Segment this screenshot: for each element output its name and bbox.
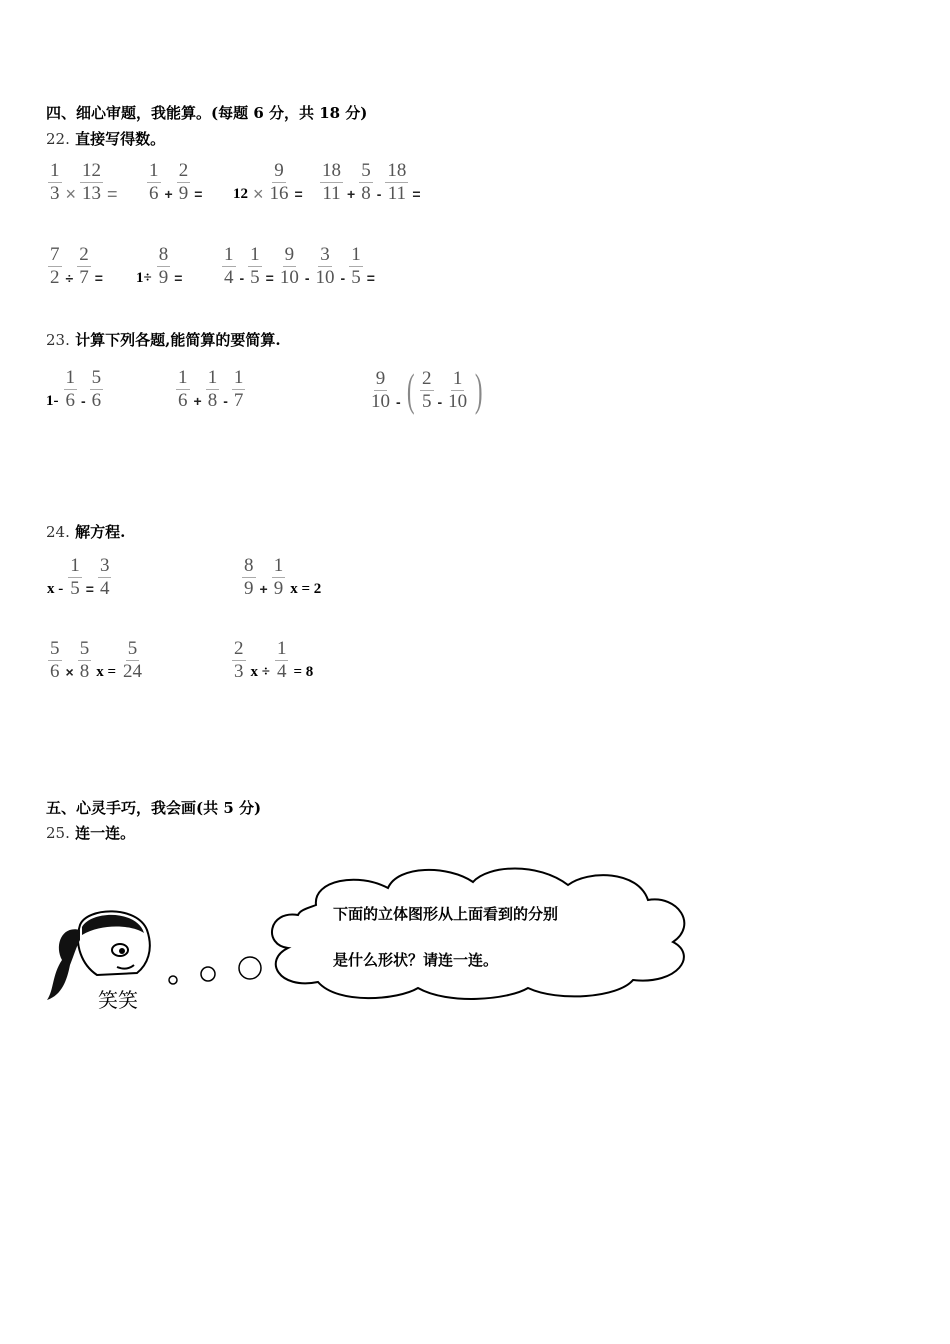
- numerator: 3: [99, 555, 110, 576]
- expression: [174, 367, 247, 412]
- denominator: 8: [79, 661, 90, 682]
- operator: +: [193, 393, 202, 409]
- denominator: 24: [123, 661, 142, 682]
- expression: [46, 244, 105, 289]
- expression: [43, 367, 105, 412]
- denominator: 4: [224, 267, 234, 288]
- term: x =: [96, 664, 116, 680]
- operator: ×: [65, 184, 77, 204]
- numerator: 18: [322, 160, 341, 181]
- fraction: [206, 367, 220, 412]
- fraction: [64, 367, 78, 412]
- numerator: 1: [178, 367, 188, 388]
- numerator: 5: [91, 367, 102, 388]
- operator: =: [294, 186, 303, 202]
- question-23-heading: [46, 329, 281, 350]
- denominator: 6: [178, 390, 188, 411]
- bubble-text-line-2: 是什么形状？请连一连。: [333, 951, 499, 969]
- denominator: 13: [82, 183, 102, 204]
- numerator: 18: [387, 160, 407, 181]
- fraction: [359, 160, 373, 205]
- fraction: [222, 244, 236, 289]
- question-text: 直接写得数。: [75, 130, 166, 148]
- fraction: [314, 244, 337, 289]
- term: 1÷: [136, 270, 152, 286]
- question-22-heading: [46, 128, 165, 149]
- operator: +: [347, 186, 356, 202]
- numerator: 5: [127, 638, 138, 659]
- numerator: 9: [375, 368, 386, 389]
- expression: [145, 160, 204, 205]
- fraction: [77, 244, 91, 289]
- denominator: 10: [448, 391, 468, 412]
- fraction: [385, 160, 408, 205]
- fraction: [48, 160, 62, 205]
- section-5-title: 五、心灵手巧，我会画(共 5 分): [46, 799, 262, 817]
- equation: [44, 555, 113, 600]
- term: 1-: [46, 393, 59, 409]
- fraction: [278, 244, 301, 289]
- numerator: 1: [207, 367, 218, 388]
- fraction: [90, 367, 104, 412]
- fraction: [147, 160, 161, 205]
- denominator: 3: [234, 661, 244, 682]
- numerator: 1: [351, 244, 361, 265]
- denominator: 7: [233, 390, 244, 411]
- term: 12: [233, 186, 248, 202]
- fraction: [272, 555, 286, 600]
- denominator: 5: [70, 578, 80, 599]
- fraction: [320, 160, 343, 205]
- equation: [240, 555, 324, 600]
- operator: =: [107, 184, 118, 204]
- operator: -: [437, 394, 443, 410]
- expression: [367, 364, 487, 415]
- equation: [230, 638, 316, 683]
- term: x ÷: [250, 664, 270, 680]
- operator: -: [81, 393, 86, 409]
- denominator: 9: [244, 578, 254, 599]
- question-text: 计算下列各题,能简算的要简算.: [75, 331, 281, 349]
- denominator: 3: [50, 183, 60, 204]
- operator: =: [194, 186, 203, 202]
- fraction: [242, 555, 256, 600]
- denominator: 2: [50, 267, 60, 288]
- denominator: 11: [322, 183, 341, 204]
- term: x = 2: [290, 581, 322, 597]
- question-number: 24.: [46, 523, 70, 541]
- fraction: [369, 368, 392, 413]
- fraction: [48, 638, 62, 683]
- denominator: 4: [99, 578, 110, 599]
- numerator: 1: [70, 555, 80, 576]
- operator: =: [174, 270, 183, 286]
- numerator: 1: [273, 555, 284, 576]
- fraction: [248, 244, 262, 289]
- numerator: 2: [422, 368, 432, 389]
- fraction: [48, 244, 62, 289]
- expression: [220, 244, 377, 289]
- denominator: 5: [422, 391, 432, 412]
- denominator: 10: [315, 267, 335, 288]
- question-25-heading: [46, 822, 135, 843]
- numerator: 8: [158, 244, 169, 265]
- numerator: 12: [82, 160, 102, 181]
- section-4-title: 四、细心审题，我能算。(每题 6 分，共 18 分): [46, 104, 368, 122]
- numerator: 1: [452, 368, 463, 389]
- numerator: 1: [233, 367, 244, 388]
- fraction: [157, 244, 171, 289]
- operator: ×: [65, 664, 74, 680]
- denominator: 10: [279, 267, 299, 288]
- numerator: 2: [178, 160, 189, 181]
- expression: [46, 160, 120, 205]
- denominator: 4: [276, 661, 287, 682]
- fraction: [232, 367, 246, 412]
- operator: ÷: [65, 270, 74, 286]
- operator: +: [164, 186, 173, 202]
- operator: -: [223, 393, 228, 409]
- denominator: 9: [178, 183, 189, 204]
- operator: +: [259, 581, 268, 597]
- question-number: 23.: [46, 331, 70, 349]
- operator: =: [366, 270, 375, 286]
- question-number: 22.: [46, 130, 70, 148]
- expression: [318, 160, 423, 205]
- expression: [230, 160, 305, 205]
- numerator: 1: [50, 160, 60, 181]
- numerator: 9: [274, 160, 284, 181]
- numerator: 1: [250, 244, 260, 265]
- fraction: [68, 555, 82, 600]
- thought-dots-icon: [160, 950, 270, 990]
- numerator: 9: [284, 244, 295, 265]
- denominator: 9: [158, 267, 169, 288]
- denominator: 5: [250, 267, 260, 288]
- operator: -: [396, 394, 401, 410]
- operator: -: [376, 186, 382, 202]
- numerator: 3: [320, 244, 330, 265]
- denominator: 8: [361, 183, 371, 204]
- fraction: [349, 244, 363, 289]
- question-text: 连一连。: [75, 824, 136, 842]
- question-text: 解方程.: [75, 523, 126, 541]
- fraction: [420, 368, 434, 413]
- fraction: [176, 367, 190, 412]
- parenthesis: (: [406, 364, 415, 415]
- bubble-text-line-1: 下面的立体图形从上面看到的分别: [333, 905, 559, 923]
- denominator: 8: [207, 390, 218, 411]
- numerator: 5: [361, 160, 371, 181]
- fraction: [275, 638, 289, 683]
- fraction: [177, 160, 191, 205]
- numerator: 2: [234, 638, 244, 659]
- operator: =: [85, 581, 94, 597]
- numerator: 1: [65, 367, 75, 388]
- operator: ×: [253, 184, 264, 204]
- character-label: 笑笑: [98, 988, 138, 1012]
- denominator: 10: [371, 391, 390, 412]
- operator: =: [265, 270, 274, 286]
- numerator: 2: [79, 244, 89, 265]
- operator: -: [304, 270, 310, 286]
- operator: -: [239, 270, 245, 286]
- numerator: 5: [50, 638, 60, 659]
- numerator: 7: [50, 244, 60, 265]
- expression: [133, 244, 184, 289]
- numerator: 8: [244, 555, 254, 576]
- equation: [46, 638, 146, 683]
- denominator: 6: [91, 390, 102, 411]
- fraction: [446, 368, 469, 413]
- fraction: [80, 160, 103, 205]
- fraction: [121, 638, 144, 683]
- term: = 8: [293, 664, 314, 680]
- operator: =: [94, 270, 103, 286]
- thought-cloud-icon: [258, 860, 698, 1005]
- denominator: 6: [50, 661, 60, 682]
- operator: =: [412, 186, 421, 202]
- denominator: 6: [65, 390, 75, 411]
- fraction: [268, 160, 291, 205]
- operator: -: [340, 270, 346, 286]
- denominator: 9: [273, 578, 284, 599]
- denominator: 16: [269, 183, 289, 204]
- denominator: 7: [79, 267, 89, 288]
- parenthesis: ): [475, 364, 483, 415]
- numerator: 1: [149, 160, 159, 181]
- fraction: [98, 555, 112, 600]
- denominator: 11: [387, 183, 406, 204]
- fraction: [78, 638, 92, 683]
- term: x -: [47, 581, 64, 597]
- numerator: 1: [224, 244, 234, 265]
- question-number: 25.: [46, 824, 70, 842]
- denominator: 6: [149, 183, 159, 204]
- denominator: 5: [351, 267, 361, 288]
- fraction: [232, 638, 246, 683]
- question-24-heading: [46, 521, 125, 542]
- numerator: 1: [276, 638, 287, 659]
- numerator: 5: [79, 638, 90, 659]
